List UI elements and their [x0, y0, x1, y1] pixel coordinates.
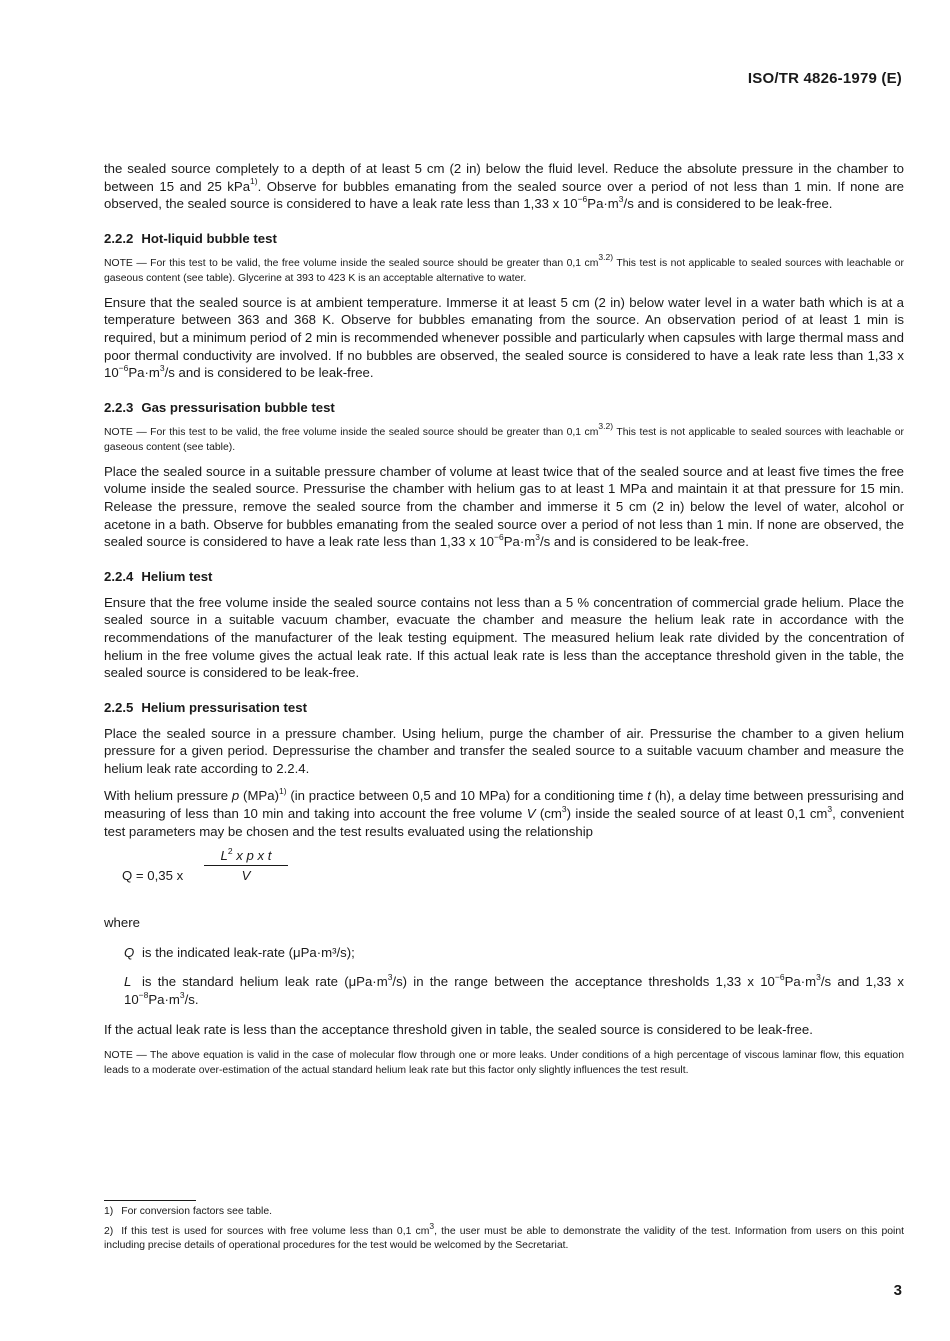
- formula-numerator: $L^2$ x p x t: [204, 848, 288, 866]
- section-heading-2-2-5: 2.2.5 Helium pressurisation test: [104, 699, 307, 715]
- note-2-2-5: NOTE — The above equation is valid in the case of molecular flow through one or more leaks. Under conditions of a high percentage of viscous laminar flow, this equation leads to a moderate over-estimation of the actual standard helium leak rate but this factor only slightly influences the test result.: [104, 1050, 904, 1077]
- intro-paragraph: the sealed source completely to a depth of at least 5 cm (2 in) below the fluid level. Reduce the absolute pressure in the chamber to between 15 and 25 kPa$^{1)}$. Observe for bubbles emanating from the sealed source over a period of not less than 1 min. If none are observed, the sealed source is considered to have a leak rate less than 1,33 x $10^{-6}Pa\cdot m^3/s$ and is considered to be leak-free.: [104, 161, 904, 212]
- main-content: [104, 160, 904, 1078]
- definition-q: Q is the indicated leak-rate (μPa·m³/s);: [124, 944, 355, 960]
- section-heading-2-2-4: 2.2.4 Helium test: [104, 568, 213, 584]
- note-2-2-2: NOTE — For this test to be valid, the free volume inside the sealed source should be greater than 0,1 $cm^{3.2)}$ This test is not applicable to sealed sources with leachable or gaseous content (see table). Glycerine at 393 to 423 K is an acceptable alternative to water.: [104, 252, 904, 284]
- page-number: 3: [893, 1282, 902, 1299]
- note-2-2-3: NOTE — For this test to be valid, the free volume inside the sealed source should be greater than 0,1 $cm^{3.2)}$ This test is not applicable to sealed sources with leachable or gaseous content (see table).: [104, 421, 904, 453]
- paragraph-2-2-5-parameters: With helium pressure p (MPa)$^{1)}$ (in practice between 0,5 and 10 MPa) for a conditioning time t (h), a delay time between pressurising and measuring of less than 10 min and taking into account the free volume V $(cm^3)$ inside the sealed source of at least 0,1 $cm^3$, convenient test parameters may be chosen and the test results evaluated using the relationship: [104, 786, 904, 839]
- paragraph-2-2-5-procedure: Place the sealed source in a pressure chamber. Using helium, purge the chamber of air. Pressurise the chamber to a given helium pressure for a given period. Depressurise the chamber and transfer the sealed source to a suitable vacuum chamber and measure the helium leak rate according to 2.2.4.: [104, 725, 904, 776]
- paragraph-2-2-2: Ensure that the sealed source is at ambient temperature. Immerse it at least 5 cm (2 in) below water level in a water bath which is at a temperature between 363 and 368 K. Observe for bubbles emanating from the source. An observation period of at least 1 min is required, but a minimum period of 2 min is recommended whenever possible and particularly when capsules with large thermal mass and poor thermal conductivity are involved. If no bubbles are observed, the sealed source is considered to have a leak rate less than 1,33 x $10^{-6}Pa\cdot m^3/s$ and is considered to be leak-free.: [104, 294, 904, 381]
- section-heading-2-2-3: 2.2.3 Gas pressurisation bubble test: [104, 399, 335, 415]
- section-heading-2-2-2: 2.2.2 Hot-liquid bubble test: [104, 230, 277, 246]
- footnotes: [104, 1200, 904, 1259]
- footnote-2: 2) If this test is used for sources with free volume less than 0,1 $cm^3$, the user must be able to demonstrate the validity of the test. Information from users on this point including precise details of operational procedures for the test would be welcomed by the Secretariat.: [104, 1220, 904, 1251]
- leak-rate-formula: [122, 846, 904, 904]
- formula-fraction: [204, 845, 288, 884]
- paragraph-2-2-4: Ensure that the free volume inside the sealed source contains not less than a 5 % concentration of commercial grade helium. Place the sealed source in a suitable vacuum chamber, evacuate the chamber and measure the helium leak rate in accordance with the recommendations of the manufacturer of the leak testing equipment. The measured helium leak rate divided by the concentration of helium in the free volume gives the actual leak rate. If this actual leak rate is less than the acceptance threshold given in the table, the sealed source is considered to be leak-free.: [104, 594, 904, 681]
- definition-l: L is the standard helium leak rate $(\mu Pa\cdot m^3/s)$ in the range between the acceptance thresholds 1,33 x $10^{-6}Pa\cdot m^3/s$ and 1,33 x $10^{-8}Pa\cdot m^3/s$.: [124, 972, 905, 1008]
- paragraph-2-2-3: Place the sealed source in a suitable pressure chamber of volume at least twice that of the sealed source and at least five times the free volume inside the sealed source. Pressurise the chamber with helium gas to at least 1 MPa and maintain it at that pressure for 15 min. Release the pressure, remove the sealed source from the chamber and immerse it 5 cm (2 in) below the level of water, alcohol or acetone in a bath. Observe for bubbles emanating from the sealed source over a period of not less than 1 min. If none are observed, the sealed source is considered to have a leak rate less than 1,33 x $10^{-6}Pa\cdot m^3/s$ and is considered to be leak-free.: [104, 463, 904, 550]
- formula-lhs: Q = 0,35 x: [122, 868, 184, 884]
- where-label: where: [104, 915, 140, 931]
- document-id-header: ISO/TR 4826-1979 (E): [747, 70, 902, 87]
- paragraph-2-2-5-conclusion: If the actual leak rate is less than the acceptance threshold given in table, the sealed source is considered to be leak-free.: [104, 1021, 813, 1037]
- footnote-1: 1) For conversion factors see table.: [104, 1206, 272, 1217]
- symbol-definitions: [124, 944, 904, 1009]
- formula-denominator: V: [241, 868, 251, 884]
- footnote-divider: [104, 1200, 196, 1201]
